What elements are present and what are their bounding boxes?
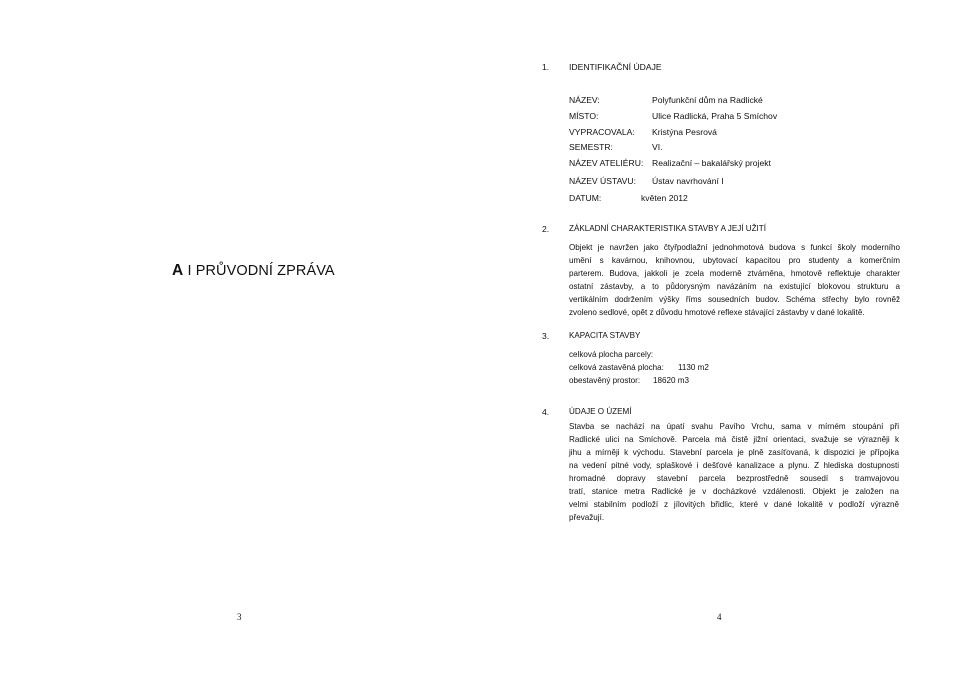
section-4-line: na vedení pitné vody, splaškové i dešťové kanalizace a plynu. Z hlediska dostupnosti [569,461,899,470]
section-1-heading: IDENTIFIKAČNÍ ÚDAJE [569,62,662,72]
section-4-line: převažují. [569,513,605,522]
section-2-line: parterem. Budova, jakkoli je zcela moderně ztvárněna, hmotově reflektuje charakter [569,269,900,278]
section-4-number: 4. [542,407,550,417]
section-1-number: 1. [542,62,550,72]
page-number-right: 4 [717,612,722,622]
page-title [172,262,335,280]
title-text: I PRŮVODNÍ ZPRÁVA [187,263,335,279]
capacity-built-area-value: 1130 m2 [678,363,709,372]
section-2-number: 2. [542,224,550,234]
section-2-line: Objekt je navržen jako čtyřpodlažní jednohmotová budova s funkcí školy moderního [569,243,900,252]
section-2-line: ostatní zástavby, a to půdorysným navázáním na existující blokovou strukturu a [569,282,900,291]
value-semestr: VI. [652,142,663,152]
section-2-heading: ZÁKLADNÍ CHARAKTERISTIKA STAVBY A JEJÍ UŽITÍ [569,224,766,233]
section-4-line: jihu a mírněji k východu. Stavební parcela je plně zasíťovaná, k dispozici je přípojka [569,448,899,457]
section-4-line: Radlické ulici na Smíchově. Parcela má čistě jižní orientaci, svažuje se výrazněji k [569,435,899,444]
value-nazev: Polyfunkční dům na Radlické [652,95,763,105]
label-nazev-atelieru: NÁZEV ATELIÉRU: [569,158,644,168]
title-letter: A [172,262,184,279]
section-2-line: vertikálním dodržením výšky říms sousedních budov. Schéma střechy bylo rovněž [569,295,900,304]
capacity-volume-value: 18620 m3 [653,376,689,385]
section-3-heading: KAPACITA STAVBY [569,331,641,340]
value-misto: Ulice Radlická, Praha 5 Smíchov [652,111,778,121]
section-3-number: 3. [542,331,550,341]
capacity-parcel-area: celková plocha parcely: [569,350,654,359]
page-number-left: 3 [237,612,242,622]
label-vypracovala: VYPRACOVALA: [569,127,635,137]
section-2-line: umění s kavárnou, knihovnou, ubytovací kapacitou pro studenty a komerčním [569,256,900,265]
label-semestr: SEMESTR: [569,142,613,152]
right-page [480,0,960,674]
label-misto: MÍSTO: [569,111,599,121]
section-4-line: tratí, stanice metra Radlické je v docházkové vzdálenosti. Objekt je založen na [569,487,899,496]
label-datum: DATUM: [569,193,602,203]
section-4-line: hromadné dopravy stavební parcela bezprostředně sousedí s tramvajovou [569,474,899,483]
capacity-built-area-label: celková zastavěná plocha: [569,363,664,372]
value-nazev-atelieru: Realizační – bakalářský projekt [652,158,771,168]
label-nazev: NÁZEV: [569,95,600,105]
capacity-volume-label: obestavěný prostor: [569,376,641,385]
section-2-line: zvoleno sedlové, opět z důvodu hmotové reflexe stávající zástavby v dané lokalitě. [569,308,865,317]
label-nazev-ustavu: NÁZEV ÚSTAVU: [569,176,637,186]
section-4-line: velmi stabilním podloží z jílovitých břidlic, které v dané lokalitě v podloží výrazně [569,500,899,509]
section-4-line: Stavba se nachází na úpatí svahu Pavího Vrchu, sama v mírném stoupání při [569,422,899,431]
value-nazev-ustavu: Ústav navrhování I [652,176,724,186]
value-datum: květen 2012 [641,193,688,203]
section-4-heading: ÚDAJE O ÚZEMÍ [569,407,632,416]
value-vypracovala: Kristýna Pesrová [652,127,717,137]
